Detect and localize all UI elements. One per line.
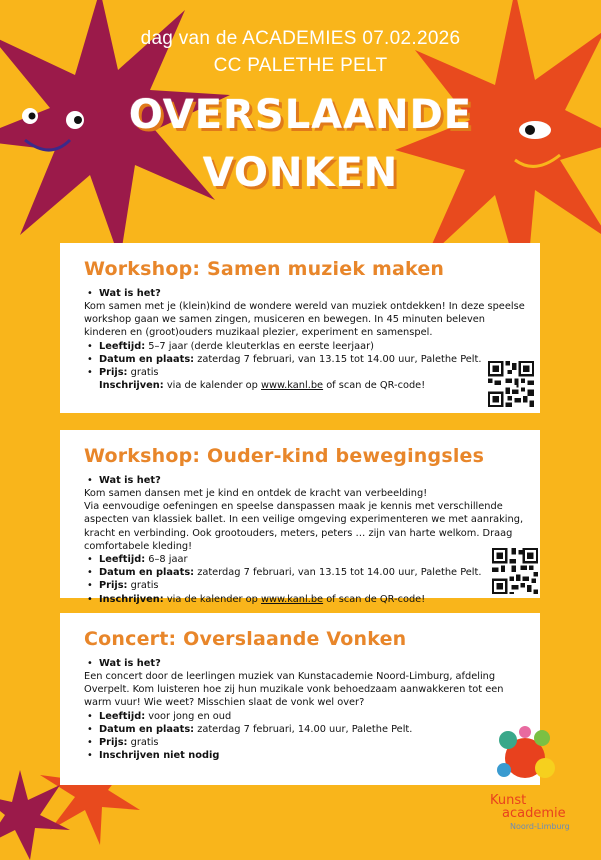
poster-title-line-2: VONKEN (202, 150, 399, 196)
what-heading: • Wat is het? (84, 657, 528, 670)
event-venue-line: CC PALETHE PELT (213, 55, 388, 76)
logo-word-academie: academie (502, 806, 566, 821)
qr-code-icon[interactable] (492, 548, 538, 594)
card-title: Workshop: Samen muziek maken (84, 258, 445, 280)
card-description: Een concert door de leerlingen muziek van Kunstacademie Noord-Limburg, afdeling Overpelt. Kom luisteren hoe zij hun muzikale vonk behoedzaam aanwakkeren tot een warm vuur! Wie weet? Misschien slaat de vonk wel over? (84, 670, 504, 709)
poster-title-line-1: OVERSLAANDE (128, 92, 473, 138)
workshop-card-music (60, 243, 540, 413)
register-item: • Inschrijven: via de kalender op www.kanl.be of scan de QR-code! (84, 593, 528, 606)
logo-word-kunst: Kunst (490, 793, 527, 808)
event-date-line: dag van de ACADEMIES 07.02.2026 (140, 28, 461, 49)
date-place-item: • Datum en plaats: zaterdag 7 februari, van 13.15 tot 14.00 uur, Palethe Pelt. (84, 353, 528, 366)
price-item: • Prijs: gratis (84, 736, 528, 749)
age-item: • Leeftijd: 5–7 jaar (derde kleuterklas en eerste leerjaar) (84, 340, 528, 353)
kunstacademie-logo-icon (490, 720, 560, 790)
price-item: • Prijs: gratis (84, 366, 528, 379)
price-item: • Prijs: gratis (84, 579, 528, 592)
what-heading: • Wat is het? (84, 474, 528, 487)
card-description-2: Via eenvoudige oefeningen en speelse danspassen maak je kennis met verschillende aspecten van klassiek ballet. In een veilige omgeving experimenteren we met aanraking, kracht en verbinding. Ook grootouders, meters, peters … zijn van harte welkom. Draag comfortabele kleding! (84, 501, 524, 552)
date-place-item: • Datum en plaats: zaterdag 7 februari, van 13.15 tot 14.00 uur, Palethe Pelt. (84, 566, 528, 579)
qr-code-icon[interactable] (488, 361, 534, 407)
card-description: Kom samen dansen met je kind en ontdek de kracht van verbeelding! (84, 487, 428, 499)
age-item: • Leeftijd: 6–8 jaar (84, 553, 528, 566)
register-item: • Inschrijven niet nodig (84, 749, 528, 762)
register-item: Inschrijven: via de kalender op www.kanl.be of scan de QR-code! (99, 380, 426, 392)
kanl-link[interactable]: www.kanl.be (261, 380, 324, 392)
date-place-item: • Datum en plaats: zaterdag 7 februari, 14.00 uur, Palethe Pelt. (84, 723, 528, 736)
kanl-link[interactable]: www.kanl.be (261, 593, 324, 605)
card-description: Kom samen met je (klein)kind de wondere wereld van muziek ontdekken! In deze speelse workshop gaan we samen zingen, musiceren en bewegen. In 45 minuten beleven kinderen en (groot)ouders muzikaal plezier, experiment en samenspel. (84, 300, 525, 339)
logo-word-region: Noord-Limburg (510, 822, 570, 831)
card-title: Concert: Overslaande Vonken (84, 628, 407, 650)
card-title: Workshop: Ouder-kind bewegingsles (84, 445, 485, 467)
workshop-card-dance (60, 430, 540, 605)
what-heading: • Wat is het? (84, 287, 528, 300)
concert-card (60, 613, 540, 785)
age-item: • Leeftijd: voor jong en oud (84, 710, 528, 723)
